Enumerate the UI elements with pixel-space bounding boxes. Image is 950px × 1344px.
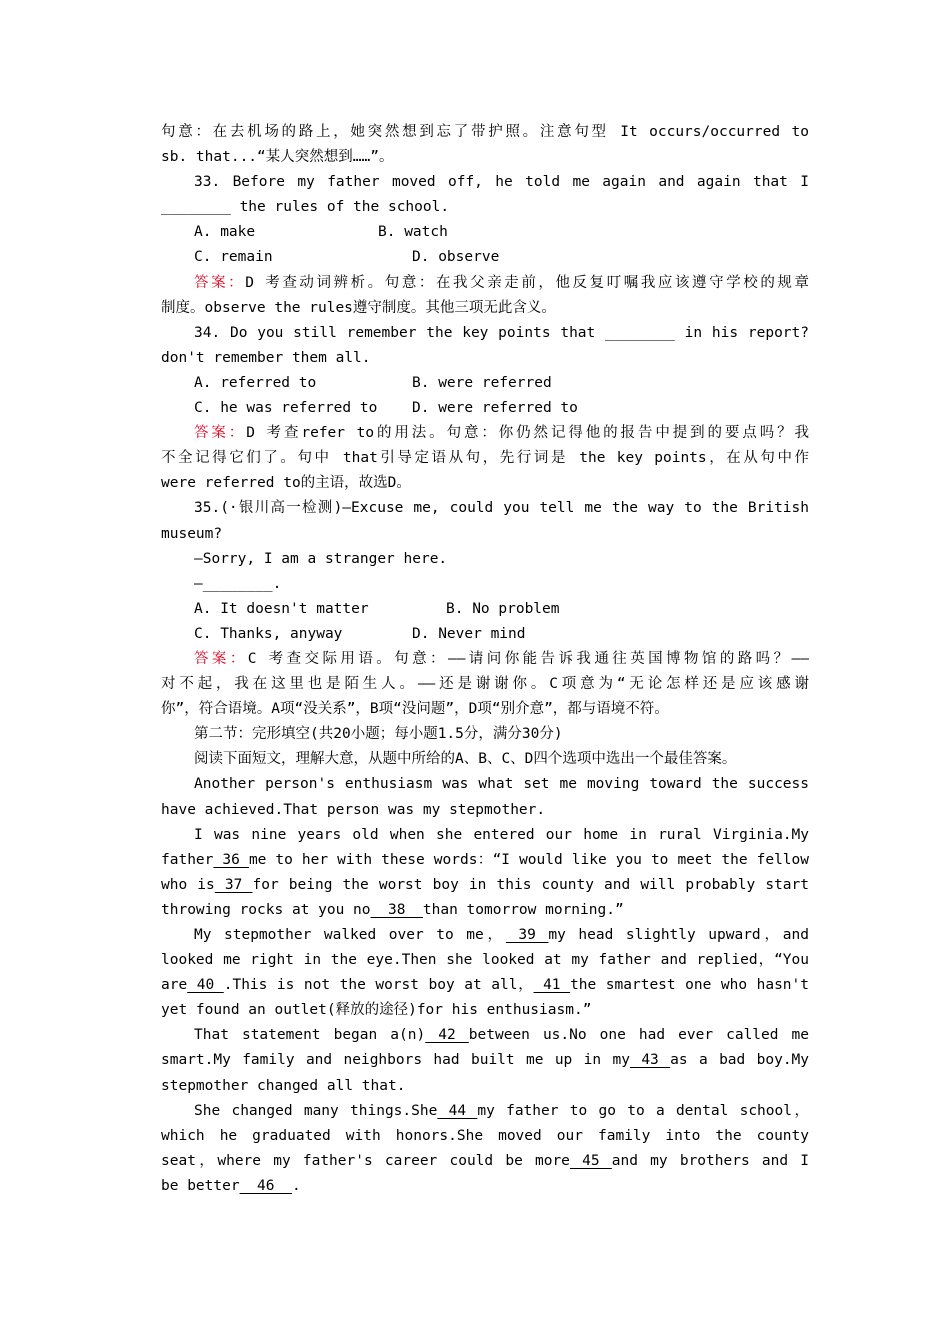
answer-33 [161,271,809,296]
option-c: C. he was referred to [194,400,378,417]
question-35-options-row1 [161,597,809,622]
answer-35 [161,647,809,672]
blank-46: 46 [239,1177,292,1194]
blank-37: 37 [214,876,253,893]
answer-text: D 考查refer to的用法。句意：你仍然记得他的报告中提到的要点吗？我 [246,425,809,442]
blank-42: 42 [425,1027,469,1044]
passage-text: She changed many things.She [194,1102,438,1119]
passage-text: and my brothers and I [611,1152,809,1169]
blank-39: 39 [505,927,549,943]
passage-text: between us.No one had ever called me [468,1027,809,1044]
passage-text: smart.My family and neighbors had built me up in my [161,1052,630,1069]
question-33-options-row2 [161,245,809,270]
question-35-options-row2 [161,622,809,647]
blank-45: 45 [569,1152,612,1169]
question-35-dialogue: —Sorry, I am a stranger here. [194,550,448,567]
document-page [161,120,809,1199]
answer-label: 答案： [194,274,246,291]
passage-line [161,848,809,873]
passage-text: me to her with these words：“I would like you to meet the fellow [248,851,809,868]
question-34-stem-cont: don't remember them all. [161,349,371,366]
passage-line: have achieved.That person was my stepmother. [161,801,546,818]
blank-41: 41 [533,977,571,994]
blank-36: 36 [213,851,249,868]
passage-line: I was nine years old when she entered our home in rural Virginia.My [194,826,809,843]
explanation-line: 句意：在去机场的路上，她突然想到忘了带护照。注意句型 It occurs/occurred to [161,124,809,140]
answer-label: 答案： [194,650,248,667]
passage-text: be better [161,1177,240,1194]
answer-label: 答案： [194,425,247,442]
passage-line [161,898,809,923]
passage-text: throwing rocks at you no [161,901,371,918]
passage-line: which he graduated with honors.She moved our family into the county [161,1127,809,1144]
section-instructions: 阅读下面短文，理解大意，从题中所给的A、B、C、D四个选项中选出一个最佳答案。 [194,751,737,768]
passage-line [161,1048,809,1073]
passage-text: as a bad boy.My [670,1052,809,1069]
option-a: A. It doesn't matter [194,600,369,617]
answer-33-cont: 制度。observe the rules遵守制度。其他三项无此含义。 [161,299,556,316]
passage-text: That statement began a(n) [194,1027,426,1044]
passage-text: the smartest one who hasn't [570,977,809,994]
question-33-stem: 33. Before my father moved off, he told me again and again that I [194,174,809,191]
question-34-options-row1 [161,371,809,396]
passage-text: seat，where my father's career could be more [161,1152,570,1169]
option-d: D. observe [412,249,500,266]
passage-text: .This is not the worst boy at all， [223,977,534,994]
passage-line: stepmother changed all that. [161,1077,406,1094]
option-b: B. No problem [446,600,560,617]
passage-line [161,1149,809,1174]
passage-text: My stepmother walked over to me， [194,927,506,943]
blank-44: 44 [437,1102,478,1119]
passage-line: yet found an outlet(释放的途径)for his enthusiasm.” [161,1002,592,1019]
passage-line [161,923,809,948]
passage-line [161,973,809,998]
option-a: A. make [194,224,256,241]
option-b: B. watch [378,224,448,241]
question-34-stem: 34. Do you still remember the key points that ________ in his report? [194,324,809,341]
passage-text: . [291,1177,301,1194]
passage-text: than tomorrow morning.” [422,901,624,918]
passage-line [161,1174,809,1199]
question-33-stem-cont: ________ the rules of the school. [161,199,450,216]
passage-line: Another person's enthusiasm was what set me moving toward the success [194,776,809,793]
blank-40: 40 [187,977,224,994]
passage-text: are [161,977,188,994]
passage-line [161,1099,809,1124]
question-33-options-row1 [161,220,809,245]
passage-text: my father to go to a dental school， [477,1102,809,1119]
passage-line [161,1023,809,1048]
passage-line [161,873,809,898]
answer-35-cont: 对不起，我在这里也是陌生人。——还是谢谢你。C项意为“无论怎样还是应该感谢 [161,676,809,693]
option-b: B. were referred [412,374,552,391]
blank-38: 38 [370,901,423,918]
explanation-line: sb. that...“某人突然想到……”。 [161,149,394,166]
question-34-options-row2 [161,396,809,421]
answer-34-cont: were referred to的主语，故选D。 [161,475,411,492]
answer-34 [161,421,809,446]
answer-text: D 考查动词辨析。句意：在我父亲走前，他反复叮嘱我应该遵守学校的规章 [245,274,809,291]
passage-text: father [161,851,214,868]
passage-text: who is [161,876,215,893]
option-d: D. Never mind [412,625,526,642]
passage-text: for being the worst boy in this county and will probably start [252,876,809,893]
question-35-stem-cont: museum? [161,525,223,542]
option-c: C. Thanks, anyway [194,625,343,642]
blank-43: 43 [629,1052,671,1069]
option-a: A. referred to [194,374,317,391]
answer-text: C 考查交际用语。句意：——请问你能告诉我通往英国博物馆的路吗？—— [247,650,809,667]
answer-35-cont: 你”，符合语境。A项“没关系”，B项“没问题”，D项“别介意”，都与语境不符。 [161,701,669,718]
answer-34-cont: 不全记得它们了。句中 that引导定语从句，先行词是 the key points，在从句中作 [161,450,809,467]
option-d: D. were referred to [412,400,578,417]
option-c: C. remain [194,249,273,266]
passage-text: my head slightly upward，and [548,927,809,943]
question-35-stem: 35.(·银川高一检测)—Excuse me, could you tell me the way to the British [194,500,809,517]
question-35-dialogue: —________. [194,575,282,592]
section-heading: 第二节：完形填空(共20小题；每小题1.5分，满分30分) [194,726,563,743]
passage-line: looked me right in the eye.Then she looked at my father and replied，“You [161,952,809,969]
